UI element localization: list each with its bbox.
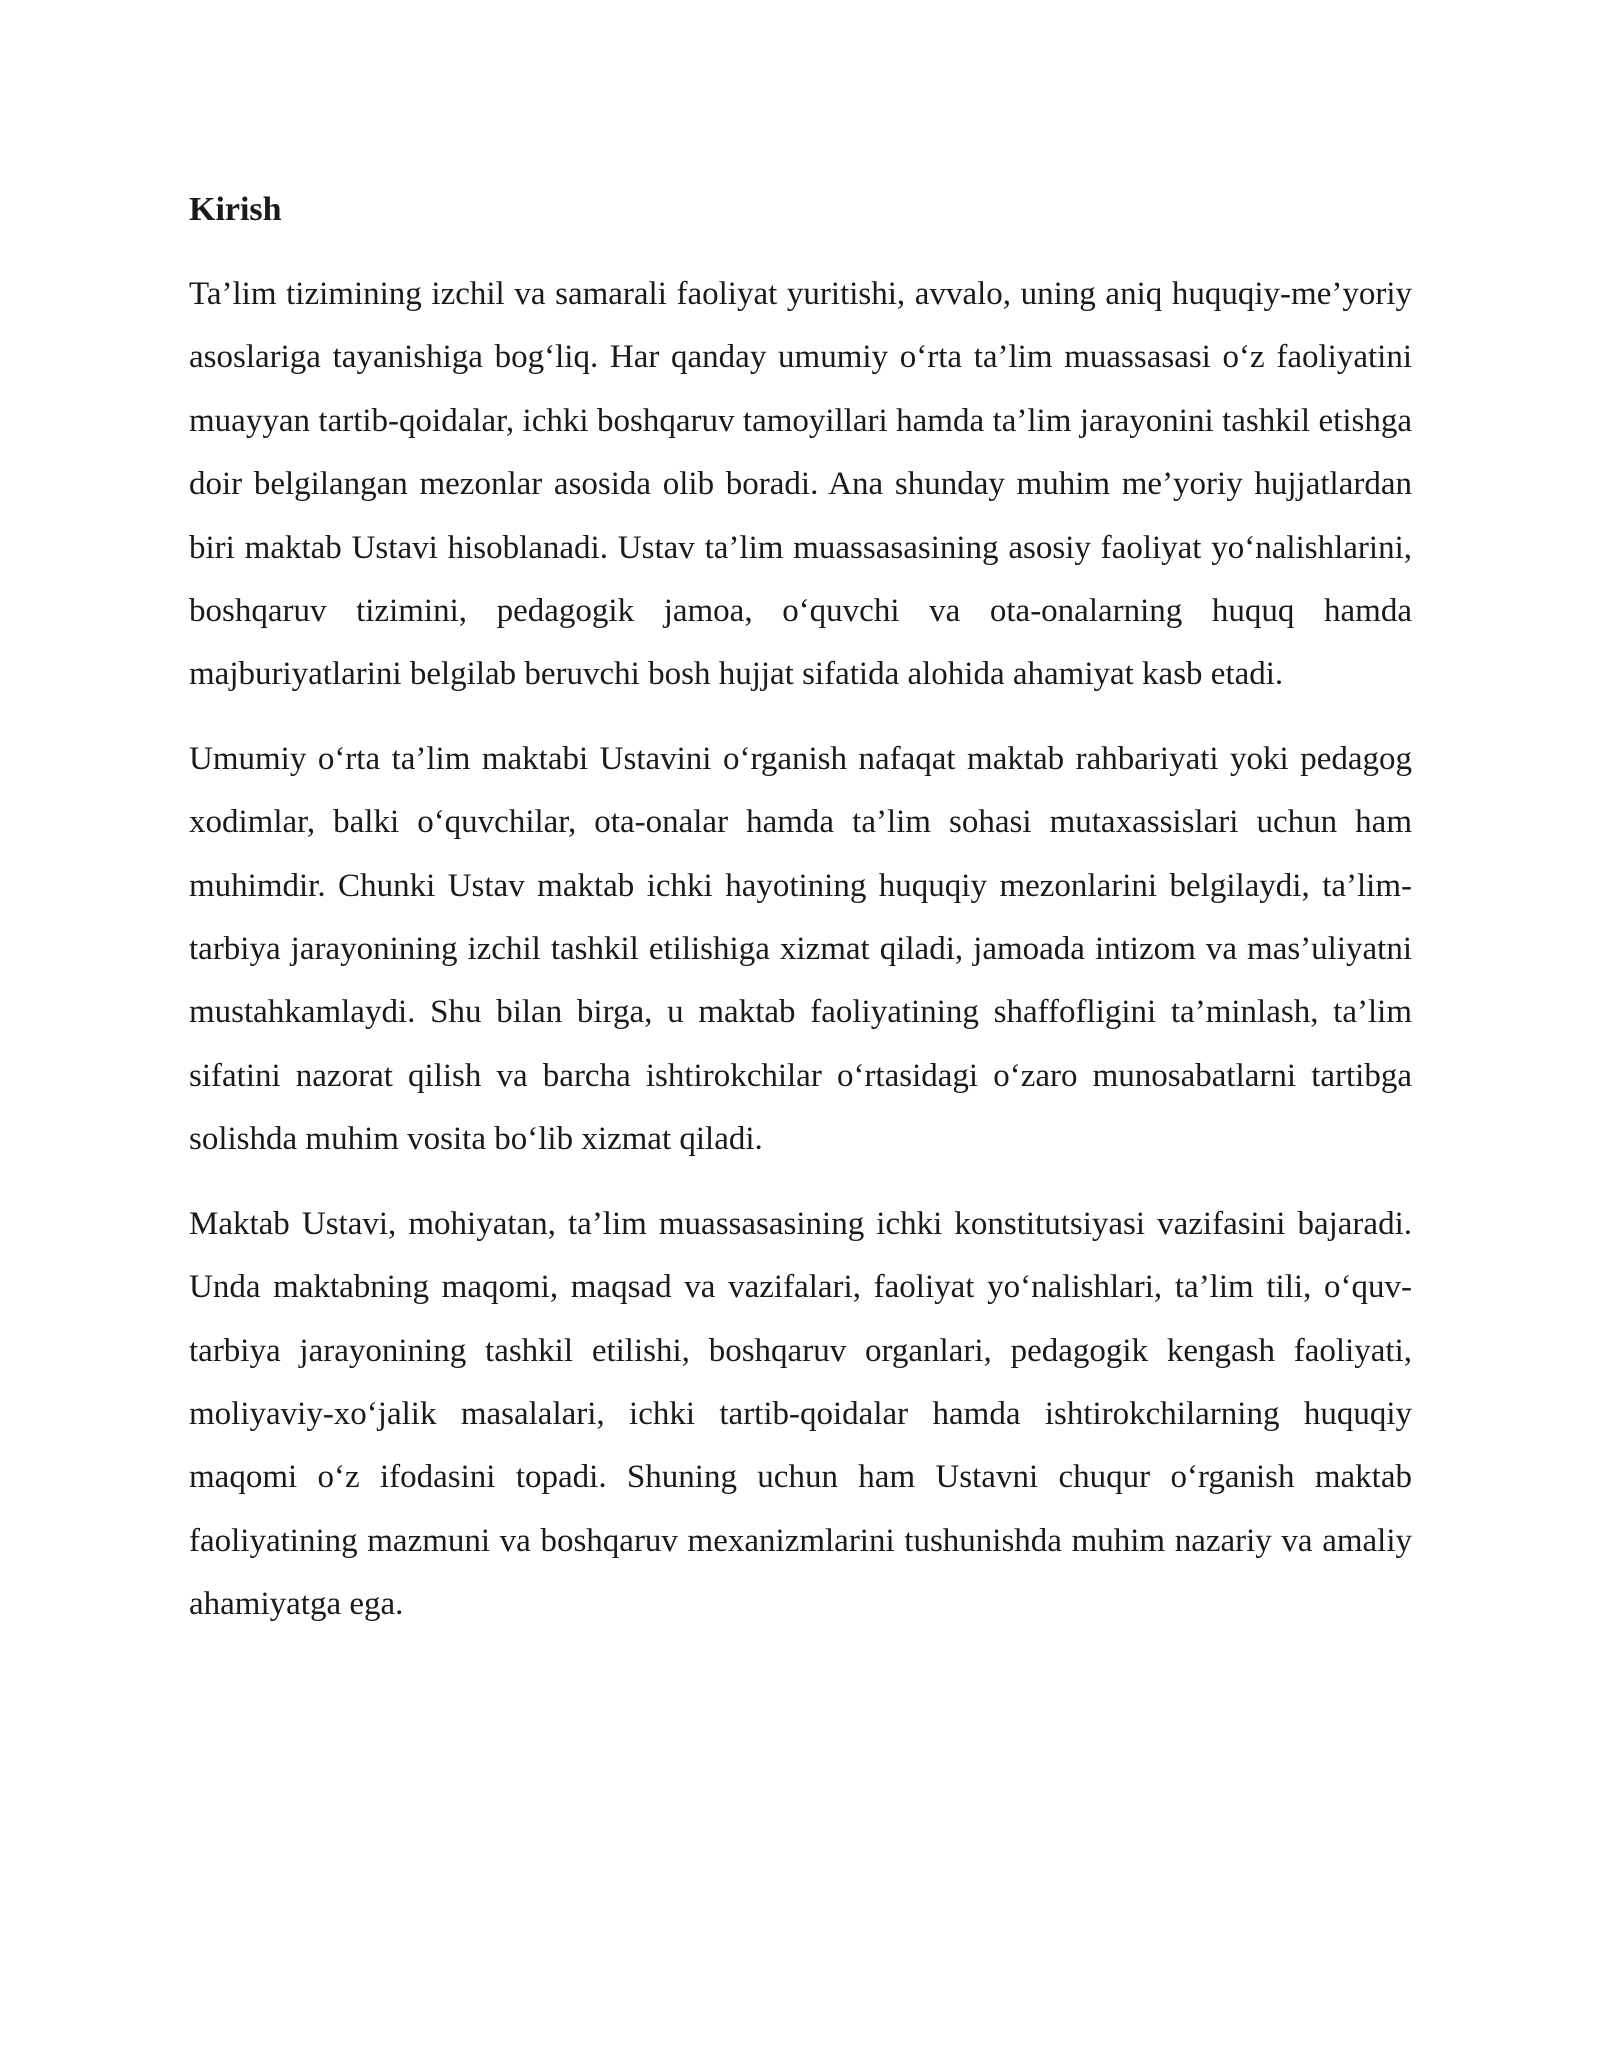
paragraph-1: Ta’lim tizimining izchil va samarali faoliyat yuritishi, avvalo, uning aniq huquqiy-me’yoriy asoslariga tayanishiga bog‘liq. Har qanday umumiy o‘rta ta’lim muassasasi o‘z faoliyatini muayyan tartib-qoidalar, ichki boshqaruv tamoyillari hamda ta’lim jarayonini tashkil etishga doir belgilangan mezonlar asosida olib boradi. Ana shunday muhim me’yoriy hujjatlardan biri maktab Ustavi hisoblanadi. Ustav ta’lim muassasasining asosiy faoliyat yo‘nalishlarini, boshqaruv tizimini, pedagogik jamoa, o‘quvchi va ota-onalarning huquq hamda majburiyatlarini belgilab beruvchi bosh hujjat sifatida alohida ahamiyat kasb etadi. xyxy=(189,276,1412,693)
section-heading: Kirish xyxy=(189,191,282,228)
paragraph-2: Umumiy o‘rta ta’lim maktabi Ustavini o‘rganish nafaqat maktab rahbariyati yoki pedagog xodimlar, balki o‘quvchilar, ota-onalar hamda ta’lim sohasi mutaxassislari uchun ham muhimdir. Chunki Ustav maktab ichki hayotining huquqiy mezonlarini belgilaydi, ta’lim-tarbiya jarayonining izchil tashkil etilishiga xizmat qiladi, jamoada intizom va mas’uliyatni mustahkamlaydi. Shu bilan birga, u maktab faoliyatining shaffofligini ta’minlash, ta’lim sifatini nazorat qilish va barcha ishtirokchilar o‘rtasidagi o‘zaro munosabatlarni tartibga solishda muhim vosita bo‘lib xizmat qiladi. xyxy=(189,740,1412,1158)
document-body xyxy=(189,185,1412,1658)
paragraph-3: Maktab Ustavi, mohiyatan, ta’lim muassasasining ichki konstitutsiyasi vazifasini bajaradi. Unda maktabning maqomi, maqsad va vazifalari, faoliyat yo‘nalishlari, ta’lim tili, o‘quv-tarbiya jarayonining tashkil etilishi, boshqaruv organlari, pedagogik kengash faoliyati, moliyaviy-xo‘jalik masalalari, ichki tartib-qoidalar hamda ishtirokchilarning huquqiy maqomi o‘z ifodasini topadi. Shuning uchun ham Ustavni chuqur o‘rganish maktab faoliyatining mazmuni va boshqaruv mexanizmlarini tushunishda muhim nazariy va amaliy ahamiyatga ega. xyxy=(189,1205,1412,1623)
